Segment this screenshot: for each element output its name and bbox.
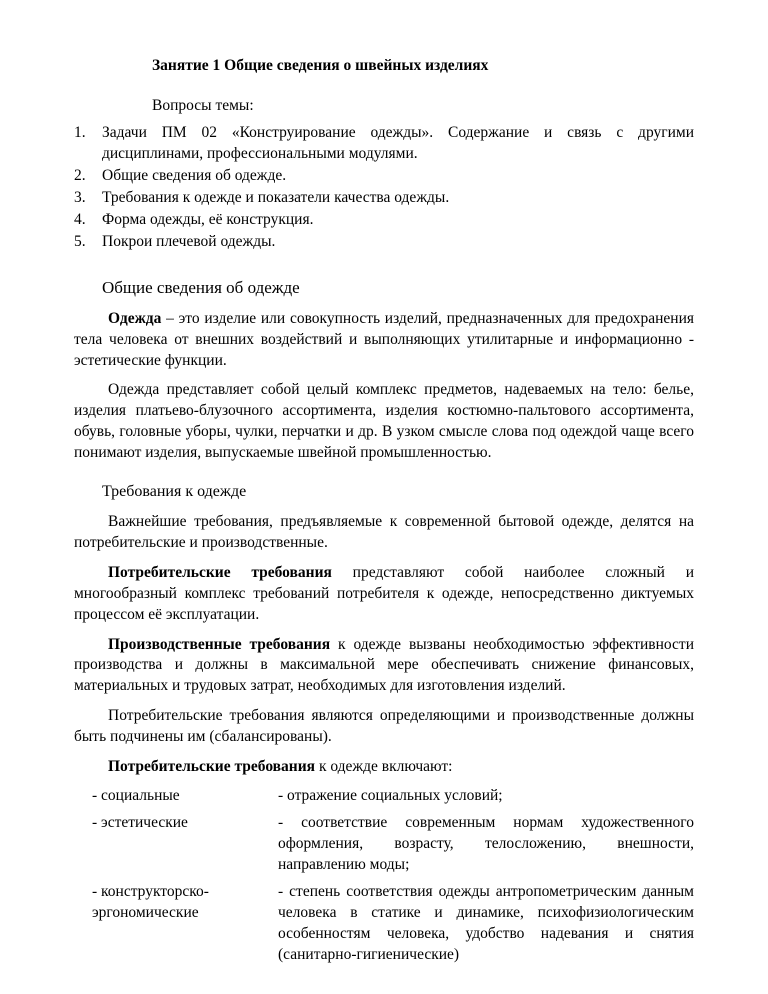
section-heading: Общие сведения об одежде [102,277,300,297]
list-item [74,232,694,253]
paragraph-text: – это изделие или совокупность изделий, предназначенных для предохранения тела человека от внешних воздействий и выполняющих утилитарные и информационно - эстетические функции. [74,309,694,369]
questions-lead: Вопросы темы: [152,97,254,115]
list-item-number: 5. [74,232,86,250]
questions-list [74,123,694,253]
term-consumer-requirements: Потребительские требования [108,563,332,581]
paragraph-consumer-requirements [74,563,694,626]
requirement-definition: - отражение социальных условий; [278,787,503,805]
list-item-number: 1. [74,124,86,142]
term-clothing: Одежда [108,309,162,327]
table-row [74,813,694,882]
paragraph-include-lead [74,757,694,778]
paragraph-text: представляют собой наиболее сложный и многообразный комплекс требований потребителя к одежде, непосредственно диктуемых процессом её эксплуатации. [74,563,694,623]
paragraph-clothing-complex: Одежда представляет собой целый комплекс предметов, надеваемых на тело: белье, изделия платьево-блузочного ассортимента, изделия костюмно-пальтового ассортимента, обувь, головные уборы, чулки, перчатки и др. В узком смысле слова под одеждой чаще всего понимают изделия, выпускаемые швейной промышленностью. [74,381,694,462]
paragraph-text: к одежде включают: [315,758,453,776]
table-row [74,786,694,813]
requirement-definition: - соответствие современным нормам художественного оформления, возрасту, телосложению, внешности, направлению моды; [278,814,694,873]
list-item-text: Покрои плечевой одежды. [102,232,276,250]
list-item-number: 4. [74,210,86,228]
list-item [74,166,694,187]
spacer [74,76,694,96]
paragraph-production-requirements [74,635,694,698]
requirement-term: - эстетические [92,814,188,831]
paragraph-clothing-definition [74,309,694,372]
subsection-heading-requirements: Требования к одежде [102,483,247,501]
list-item-number: 3. [74,188,86,206]
list-item [74,210,694,231]
requirement-term-line-1: - конструкторско- [92,882,209,900]
table-row [74,882,694,972]
requirement-term-line-2: эргономические [92,903,199,921]
list-item [74,188,694,209]
requirements-table [74,786,694,971]
term-consumer-requirements-2: Потребительские требования [108,758,316,776]
requirement-term: - социальные [92,787,180,805]
list-item-text: Задачи ПМ 02 «Конструирование одежды». Содержание и связь с другими дисциплинами, профессиональными модулями. [102,124,694,162]
list-item-text: Форма одежды, её конструкция. [102,210,314,228]
page-title: Занятие 1 Общие сведения о швейных изделиях [152,57,489,74]
paragraph-balance: Потребительские требования являются определяющими и производственные должны быть подчинены им (сбалансированы). [74,707,694,746]
requirement-term [74,882,278,972]
list-item-text: Требования к одежде и показатели качества одежды. [102,188,450,206]
list-item-text: Общие сведения об одежде. [102,166,287,184]
requirement-definition: - степень соответствия одежды антропометрическим данным человека в статике и динамике, психофизиологическим особенностям человека, удобство надевания и снятия (санитарно-гигиенические) [278,882,694,963]
list-item-number: 2. [74,166,86,184]
term-production-requirements: Производственные требования [108,635,331,653]
list-item [74,123,694,165]
paragraph-text: к одежде вызваны необходимостью эффективности производства и должны в максимальной мере обеспечивать снижение финансовых, материальных и трудовых затрат, необходимых для изготовления изделий. [74,635,694,695]
paragraph-requirements-intro: Важнейшие требования, предъявляемые к современной бытовой одежде, делятся на потребительские и производственные. [74,512,694,551]
